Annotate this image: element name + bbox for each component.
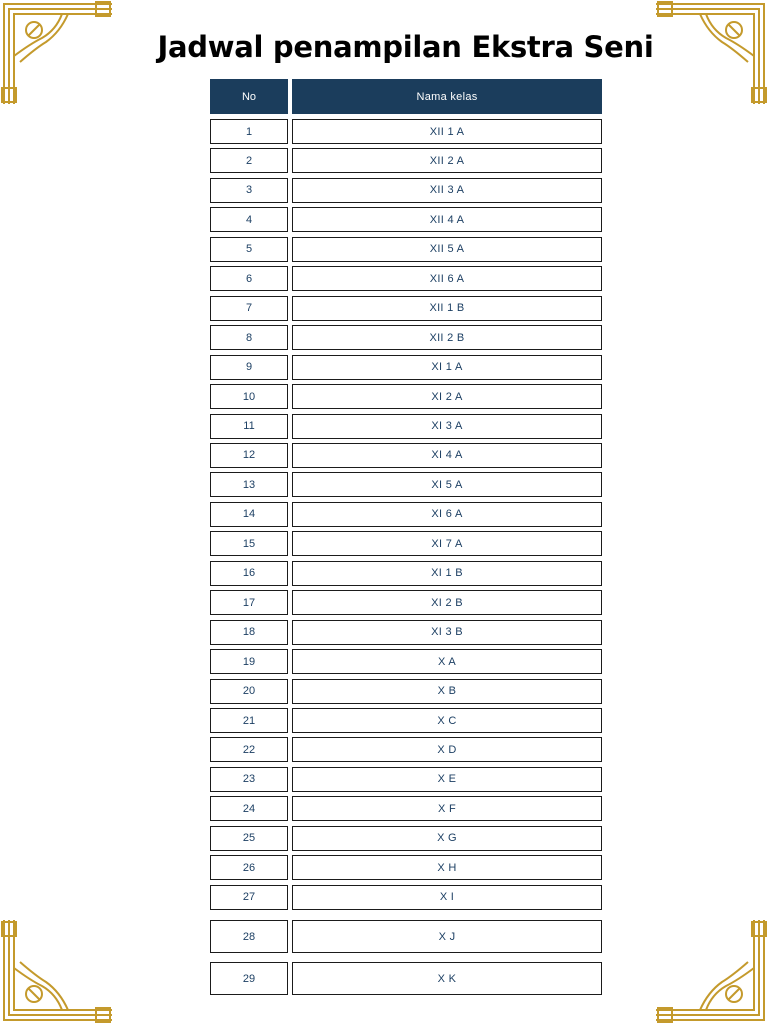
row-no-cell: 11 [210,414,288,439]
row-no-cell: 23 [210,767,288,792]
row-class-name-cell: XII 3 A [292,178,602,203]
row-no-cell: 27 [210,885,288,910]
row-no-cell: 13 [210,472,288,497]
row-class-name-cell: XII 1 B [292,296,602,321]
row-class-name-cell: XI 2 A [292,384,602,409]
row-no-cell: 20 [210,679,288,704]
row-no-cell: 1 [210,119,288,144]
row-class-name-cell: X D [292,737,602,762]
row-no-cell: 29 [210,962,288,995]
row-class-name-cell: XII 2 A [292,148,602,173]
row-no-cell: 8 [210,325,288,350]
row-no-cell: 18 [210,620,288,645]
row-class-name-cell: X E [292,767,602,792]
row-no-cell: 26 [210,855,288,880]
row-no-cell: 7 [210,296,288,321]
row-class-name-cell: XII 6 A [292,266,602,291]
row-no-cell: 14 [210,502,288,527]
row-no-cell: 9 [210,355,288,380]
row-class-name-cell: XI 1 B [292,561,602,586]
header-nama-kelas: Nama kelas [292,79,602,114]
row-class-name-cell: XII 1 A [292,119,602,144]
row-class-name-cell: X F [292,796,602,821]
row-no-cell: 10 [210,384,288,409]
row-no-cell: 4 [210,207,288,232]
row-class-name-cell: X G [292,826,602,851]
row-class-name-cell: X A [292,649,602,674]
row-no-cell: 25 [210,826,288,851]
corner-ornament-bottom-left [0,914,115,1024]
row-class-name-cell: XI 2 B [292,590,602,615]
row-class-name-cell: XI 6 A [292,502,602,527]
row-no-cell: 17 [210,590,288,615]
row-no-cell: 16 [210,561,288,586]
row-no-cell: 28 [210,920,288,953]
row-no-cell: 6 [210,266,288,291]
header-no: No [210,79,288,114]
row-class-name-cell: X I [292,885,602,910]
corner-ornament-bottom-right [653,914,768,1024]
row-no-cell: 19 [210,649,288,674]
row-class-name-cell: X J [292,920,602,953]
row-no-cell: 21 [210,708,288,733]
row-no-cell: 3 [210,178,288,203]
row-no-cell: 22 [210,737,288,762]
row-no-cell: 15 [210,531,288,556]
page-title: Jadwal penampilan Ekstra Seni [157,30,654,64]
row-class-name-cell: X B [292,679,602,704]
row-no-cell: 12 [210,443,288,468]
row-class-name-cell: XI 3 B [292,620,602,645]
row-class-name-cell: XII 5 A [292,237,602,262]
row-no-cell: 24 [210,796,288,821]
row-class-name-cell: XII 2 B [292,325,602,350]
row-class-name-cell: XI 7 A [292,531,602,556]
row-class-name-cell: X H [292,855,602,880]
row-class-name-cell: XI 5 A [292,472,602,497]
row-class-name-cell: X K [292,962,602,995]
row-class-name-cell: XI 4 A [292,443,602,468]
row-class-name-cell: X C [292,708,602,733]
row-class-name-cell: XI 3 A [292,414,602,439]
row-class-name-cell: XI 1 A [292,355,602,380]
row-no-cell: 2 [210,148,288,173]
row-no-cell: 5 [210,237,288,262]
row-class-name-cell: XII 4 A [292,207,602,232]
